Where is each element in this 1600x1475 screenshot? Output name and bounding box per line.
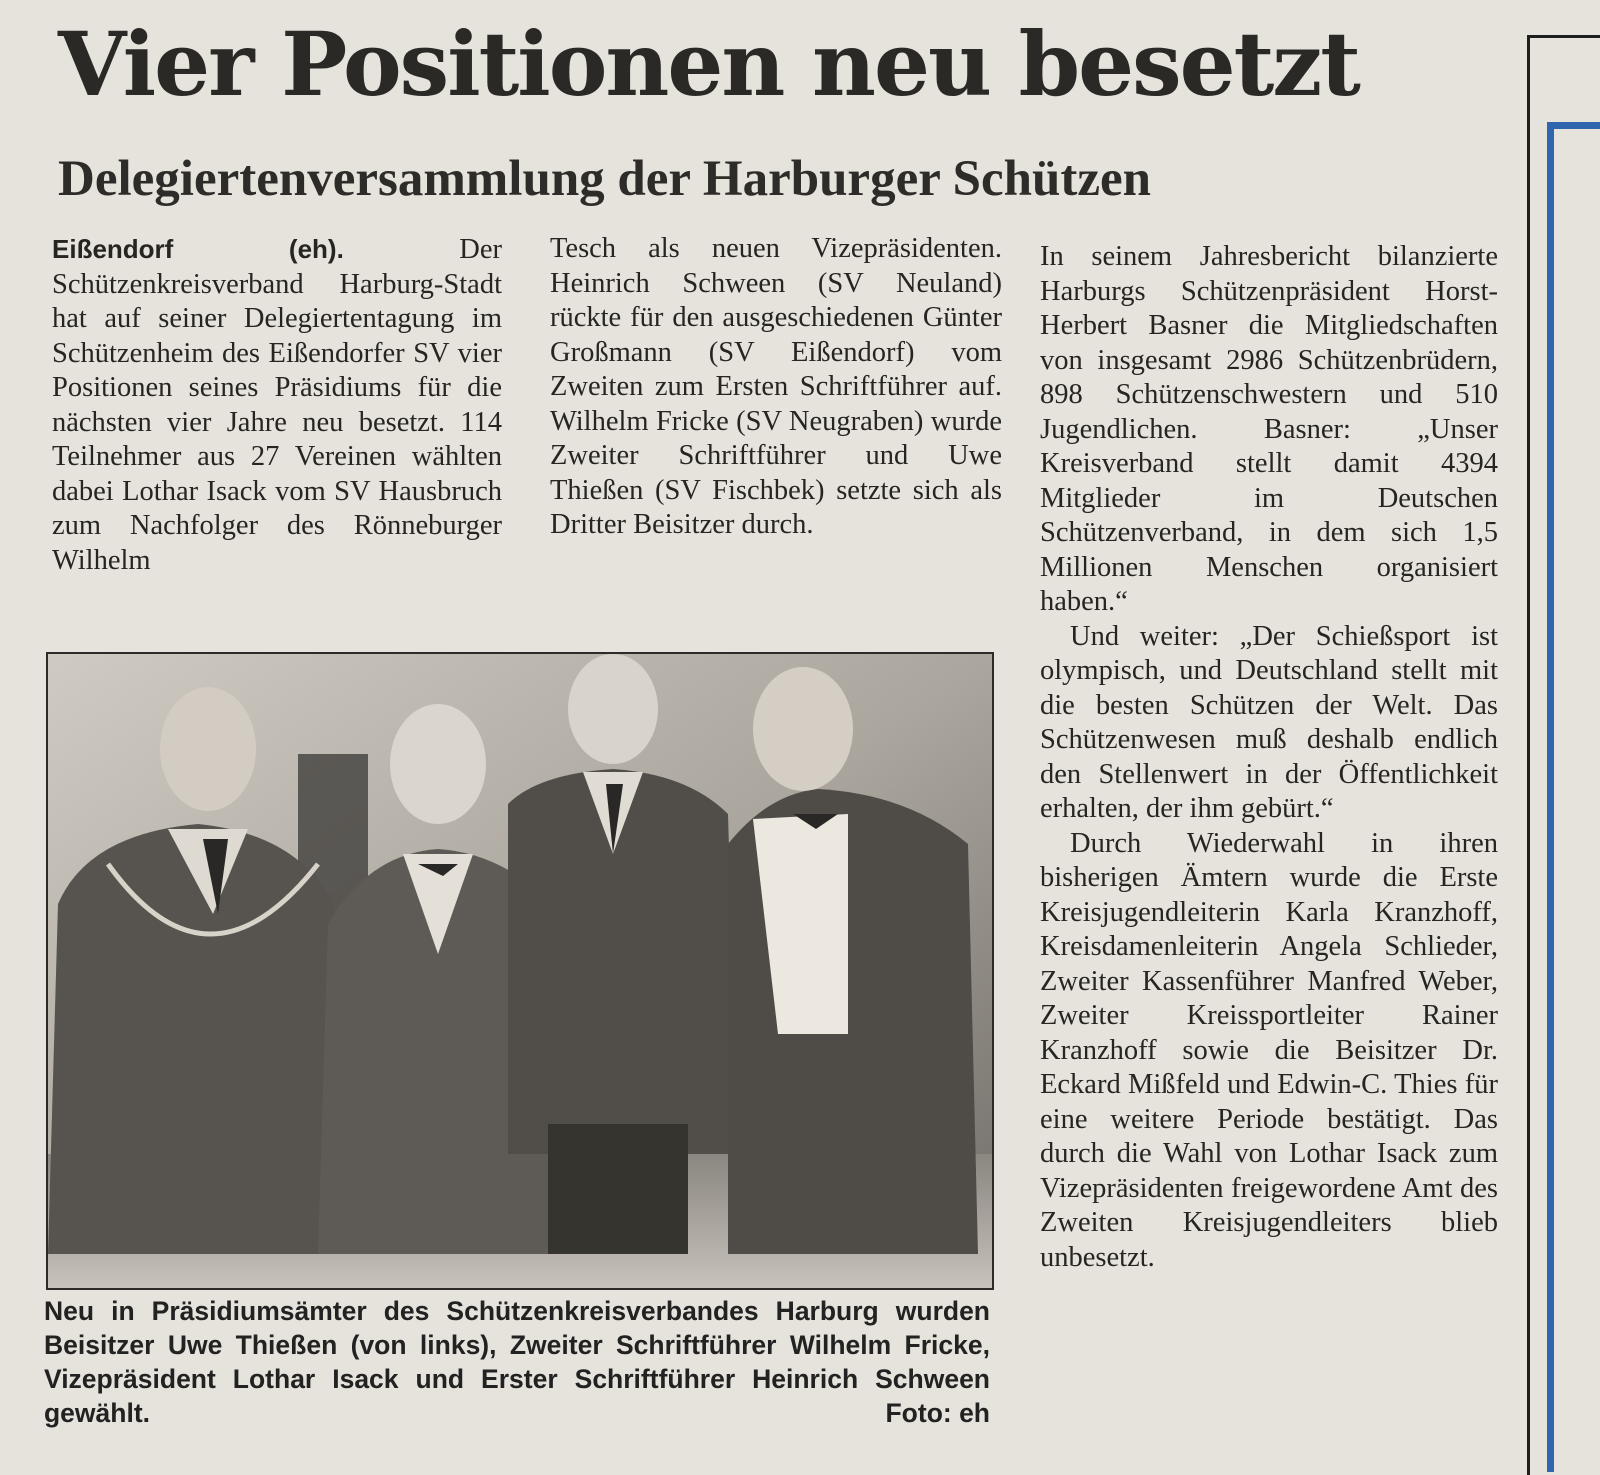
column-1-text: Der Schützenkreisverband Harburg-Stadt hat auf seiner Delegiertentagung im Schützenheim des Eißendorfer SV vier Positionen seines Präsidiums für die nächsten vier Jahre neu besetzt. 114 Teilnehmer aus 27 Vereinen wählten dabei Lothar Isack vom SV Hausbruch zum Nachfolger des Rönneburger Wilhelm [52,234,502,576]
column-1-paragraph [52,232,502,578]
column-3-paragraph-3: Durch Wiederwahl in ihren bisherigen Ämtern wurde die Erste Kreisjugendleiterin Karla Kranzhoff, Kreisdamenleiterin Angela Schlieder, Zweiter Kassenführer Manfred Weber, Zweiter Kreissportleiter Rainer Kranzhoff sowie die Beisitzer Dr. Eckard Mißfeld und Edwin-C. Thies für eine weitere Periode bestätigt. Das durch die Wahl von Lothar Isack zum Vizepräsidenten freigewordene Amt des Zweiten Kreisjugendleiters blieb unbesetzt. [1040,827,1498,1273]
column-3-paragraph-1: In seinem Jahresbericht bilanzierte Harburgs Schützenpräsident Horst-Herbert Basner die Mitgliedschaften von insgesamt 2986 Schützenbrüdern, 898 Schützenschwestern und 510 Jugendlichen. Basner: „Unser Kreisverband stellt damit 4394 Mitglieder im Deutschen Schützenverband, in dem sich 1,5 Millionen Menschen organisiert haben.“ [1040,241,1498,617]
column-3-paragraph-2: Und weiter: „Der Schießsport ist olympisch, und Deutschland stellt mit die besten Schützen der Welt. Das Schützenwesen muß deshalb endlich den Stellenwert in der Öffentlichkeit erhalten, der ihm gebürt.“ [1040,620,1498,824]
subheadline: Delegiertenversammlung der Harburger Schützen [58,151,1152,207]
photo-caption [44,1294,990,1430]
article-column-3 [1040,240,1498,1275]
article-column-1 [52,232,502,578]
dateline: Eißendorf (eh). [52,234,344,264]
photo-credit: Foto: eh [885,1398,990,1428]
column-2-paragraph: Tesch als neuen Vizepräsidenten. Heinrich Schween (SV Neuland) rückte für den ausgeschiedenen Günter Großmann (SV Eißendorf) vom Zweiten zum Ersten Schriftführer auf. Wilhelm Fricke (SV Neugraben) wurde Zweiter Schriftführer und Uwe Thießen (SV Fischbek) setzte sich als Dritter Beisitzer durch. [550,233,1002,540]
article-column-2 [550,232,1002,543]
group-photo [46,652,994,1290]
group-photo-illustration [48,654,992,1288]
caption-text: Neu in Präsidiumsämter des Schützenkreisverbandes Harburg wurden Beisitzer Uwe Thießen (von links), Zweiter Schriftführer Wilhelm Fricke, Vizepräsident Lothar Isack und Erster Schriftführer Heinrich Schween gewählt. [44,1296,990,1428]
adjacent-blue-border [1547,122,1600,1472]
headline: Vier Positionen neu besetzt [58,12,1359,116]
